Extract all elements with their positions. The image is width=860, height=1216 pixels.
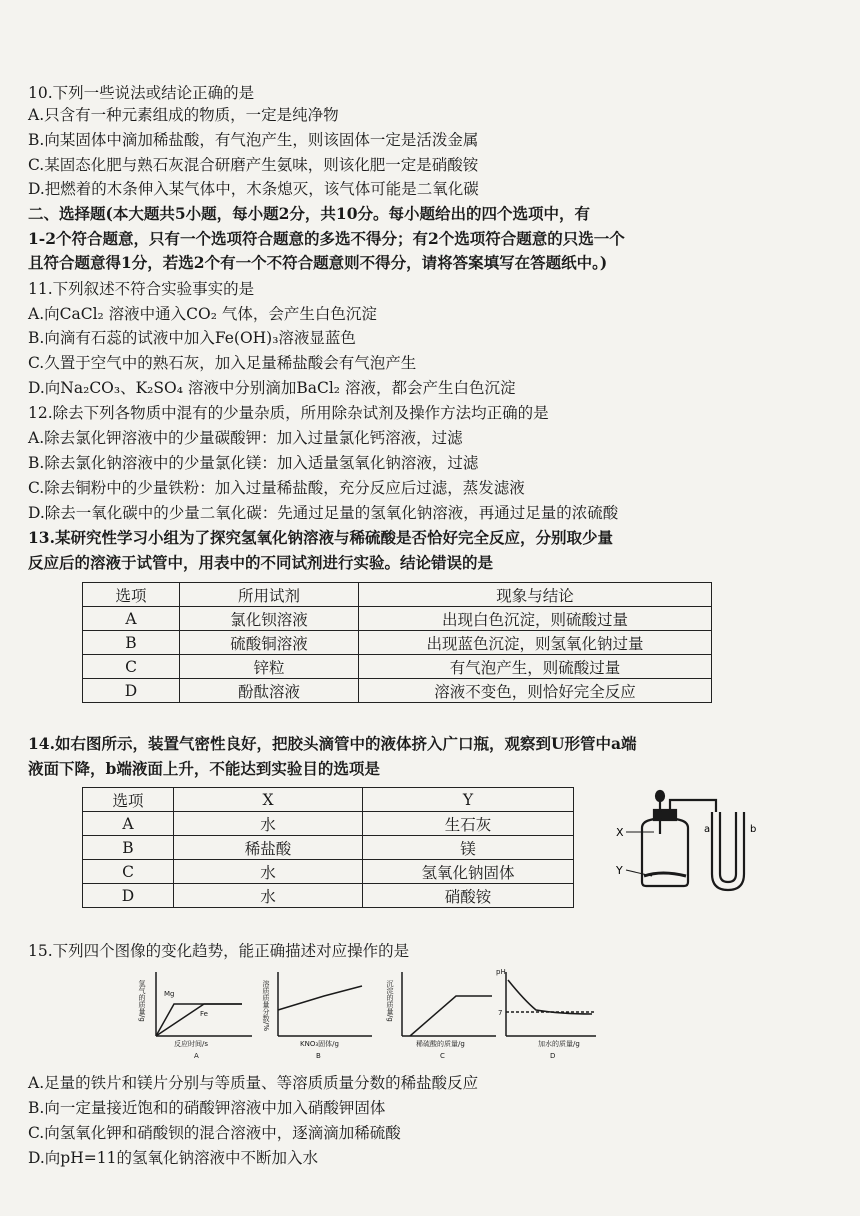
graph-c [402, 972, 496, 1036]
label-x: X [616, 826, 624, 839]
table-cell: 水 [174, 812, 363, 836]
table-cell: 有气泡产生，则硫酸过量 [359, 655, 712, 679]
graph-b-xlabel: KNO₃固体/g [300, 1040, 339, 1048]
graph-d [506, 972, 596, 1036]
table-row [83, 836, 574, 860]
table-cell: B [83, 836, 174, 860]
table-cell: 水 [174, 860, 363, 884]
q10-option-c: C.某固态化肥与熟石灰混合研磨产生氨味，则该化肥一定是硝酸铵 [28, 156, 479, 174]
q12-stem: 12.除去下列各物质中混有的少量杂质，所用除杂试剂及操作方法均正确的是 [28, 404, 549, 422]
label-b: b [750, 824, 757, 835]
table-row [83, 812, 574, 836]
graph-a-mg-label: Mg [164, 990, 175, 998]
graph-a-fe-label: Fe [200, 1010, 208, 1018]
graph-c-ylabel: 沉淀的质量/g [386, 980, 394, 1022]
stopper-shape [654, 810, 676, 820]
graph-a-xlabel: 反应时间/s [174, 1040, 209, 1048]
u-tube-inner [720, 812, 736, 882]
graph-a-mg-line [156, 1004, 242, 1036]
section2-line-1: 二、选择题(本大题共5小题，每小题2分，共10分。每小题给出的四个选项中，有 [28, 204, 590, 223]
q10-option-b: B.向某固体中滴加稀盐酸，有气泡产生，则该固体一定是活泼金属 [28, 131, 479, 149]
q13-stem-line-2: 反应后的溶液于试管中，用表中的不同试剂进行实验。结论错误的是 [28, 553, 494, 572]
section2-line-2: 1-2个符合题意，只有一个选项符合题意的多选不得分；有2个选项符合题意的只选一个 [28, 229, 625, 248]
graph-d-ylabel: pH [496, 968, 506, 976]
graph-a-fe-line [156, 1004, 242, 1036]
q15-option-a: A.足量的铁片和镁片分别与等质量、等溶质质量分数的稀盐酸反应 [28, 1074, 479, 1092]
q14-stem-line-2: 液面下降，b端液面上升，不能达到实验目的选项是 [28, 759, 380, 778]
graph-b [278, 972, 372, 1036]
q11-option-b: B.向滴有石蕊的试液中加入Fe(OH)₃溶液显蓝色 [28, 329, 356, 347]
table-row [83, 860, 574, 884]
table-row [83, 631, 712, 655]
q12-option-b: B.除去氯化钠溶液中的少量氯化镁：加入适量氢氧化钠溶液，过滤 [28, 454, 479, 472]
graph-a-letter: A [194, 1052, 199, 1060]
table-cell: D [83, 679, 180, 703]
table-cell: 镁 [363, 836, 574, 860]
graph-d-tick-7: 7 [498, 1009, 503, 1017]
table-row [83, 655, 712, 679]
graph-c-xlabel: 稀硫酸的质量/g [416, 1040, 465, 1048]
table-cell: 生石灰 [363, 812, 574, 836]
q10-option-a: A.只含有一种元素组成的物质，一定是纯净物 [28, 106, 339, 124]
q10-stem: 10.下列一些说法或结论正确的是 [28, 84, 255, 102]
table-header-cell: 选项 [83, 788, 174, 812]
label-y: Y [616, 864, 623, 877]
graph-c-letter: C [440, 1052, 445, 1060]
table-cell: 锌粒 [180, 655, 359, 679]
table-header-cell: Y [363, 788, 574, 812]
table-header-row [83, 788, 574, 812]
q14-stem-line-1: 14.如右图所示，装置气密性良好，把胶头滴管中的液体挤入广口瓶，观察到U形管中a端 [28, 734, 637, 753]
table-cell: D [83, 884, 174, 908]
q12-option-c: C.除去铜粉中的少量铁粉：加入过量稀盐酸，充分反应后过滤，蒸发滤液 [28, 479, 525, 497]
q12-option-a: A.除去氯化钾溶液中的少量碳酸钾：加入过量氯化钙溶液，过滤 [28, 429, 463, 447]
q13-stem-line-1: 13.某研究性学习小组为了探究氢氧化钠溶液与稀硫酸是否恰好完全反应，分别取少量 [28, 528, 613, 547]
q11-option-a: A.向CaCl₂ 溶液中通入CO₂ 气体，会产生白色沉淀 [28, 305, 377, 323]
table-cell: 水 [174, 884, 363, 908]
graph-b-ylabel: 溶质质量分数/% [262, 980, 270, 1032]
table-cell: 出现白色沉淀，则硫酸过量 [359, 607, 712, 631]
table-header-cell: 现象与结论 [359, 583, 712, 607]
label-y-pointer [626, 870, 652, 876]
q15-option-b: B.向一定量接近饱和的硝酸钾溶液中加入硝酸钾固体 [28, 1099, 386, 1117]
table-cell: 稀盐酸 [174, 836, 363, 860]
table-cell: 硫酸铜溶液 [180, 631, 359, 655]
q15-graphs [140, 966, 610, 1062]
table-cell: 溶液不变色，则恰好完全反应 [359, 679, 712, 703]
table-header-cell: 所用试剂 [180, 583, 359, 607]
section2-line-3: 且符合题意得1分，若选2个有一个不符合题意则不得分，请将答案填写在答题纸中。) [28, 253, 608, 272]
label-a: a [704, 824, 711, 835]
graph-c-line [410, 996, 492, 1036]
graph-b-letter: B [316, 1052, 321, 1060]
graph-a-ylabel: 氢气的质量/g [138, 980, 146, 1022]
graph-d-xlabel: 加水的质量/g [538, 1040, 580, 1048]
q12-option-d: D.除去一氧化碳中的少量二氧化碳：先通过足量的氢氧化钠溶液，再通过足量的浓硫酸 [28, 504, 619, 522]
q14-table [82, 787, 574, 908]
q13-table [82, 582, 712, 703]
table-cell: C [83, 655, 180, 679]
q11-option-d: D.向Na₂CO₃、K₂SO₄ 溶液中分别滴加BaCl₂ 溶液，都会产生白色沉淀 [28, 379, 516, 397]
table-row [83, 607, 712, 631]
graph-a [156, 972, 252, 1036]
table-cell: A [83, 812, 174, 836]
table-cell: 氢氧化钠固体 [363, 860, 574, 884]
table-row [83, 884, 574, 908]
table-cell: 氯化钡溶液 [180, 607, 359, 631]
u-tube-outer [712, 812, 744, 890]
table-cell: A [83, 607, 180, 631]
q15-stem: 15.下列四个图像的变化趋势，能正确描述对应操作的是 [28, 942, 410, 960]
dropper-bulb [656, 791, 664, 801]
table-header-row [83, 583, 712, 607]
table-header-cell: 选项 [83, 583, 180, 607]
q10-option-d: D.把燃着的木条伸入某气体中，木条熄灭，该气体可能是二氧化碳 [28, 180, 479, 198]
table-cell: C [83, 860, 174, 884]
q14-apparatus-figure [612, 790, 792, 898]
graph-d-letter: D [550, 1052, 556, 1060]
graph-d-curve [508, 980, 592, 1014]
table-row [83, 679, 712, 703]
graph-b-line [278, 986, 362, 1010]
q15-option-d: D.向pH=11的氢氧化钠溶液中不断加入水 [28, 1149, 318, 1167]
table-cell: 硝酸铵 [363, 884, 574, 908]
q15-option-c: C.向氢氧化钾和硝酸钡的混合溶液中，逐滴滴加稀硫酸 [28, 1124, 401, 1142]
q11-stem: 11.下列叙述不符合实验事实的是 [28, 280, 255, 298]
table-cell: 酚酞溶液 [180, 679, 359, 703]
table-cell: 出现蓝色沉淀，则氢氧化钠过量 [359, 631, 712, 655]
table-header-cell: X [174, 788, 363, 812]
table-cell: B [83, 631, 180, 655]
q11-option-c: C.久置于空气中的熟石灰，加入足量稀盐酸会有气泡产生 [28, 354, 417, 372]
